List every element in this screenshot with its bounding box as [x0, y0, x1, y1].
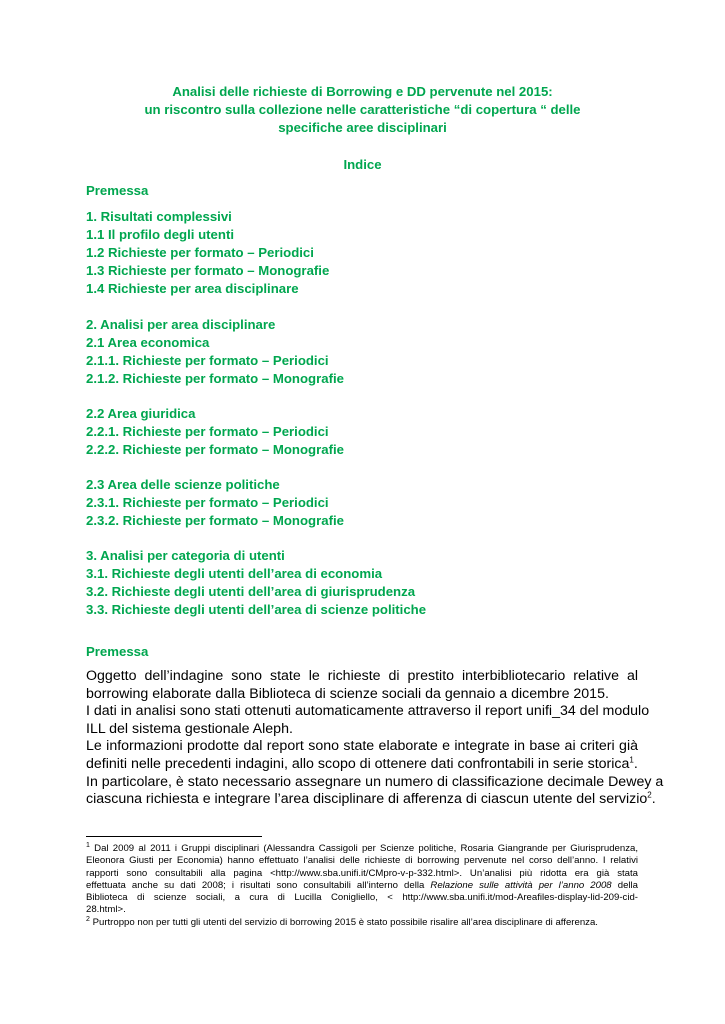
body-line: borrowing elaborate dalla Biblioteca di scienze sociali da gennaio a dicembre 2015. — [86, 685, 609, 702]
title-line-1: Analisi delle richieste di Borrowing e DD pervenute nel 2015: — [172, 84, 553, 99]
toc-item-2: 2. Analisi per area disciplinare — [86, 317, 276, 332]
footnote-1-line: Biblioteca di scienze sociali, a cura di Lucilla Conigliello, < http://www.sba.unifi.it/mod-Areafiles-display-lid-209-cid- — [86, 892, 638, 904]
toc-item-1: 1. Risultati complessivi — [86, 209, 232, 224]
body-line: I dati in analisi sono stati ottenuti automaticamente attraverso il report unifi_34 del modulo — [86, 703, 650, 720]
footnote-separator — [86, 836, 262, 837]
footnote-1-line — [86, 880, 638, 892]
toc-item-2-1: 2.1 Area economica — [86, 335, 210, 350]
body-line: In particolare, è stato necessario assegnare un numero di classificazione decimale Dewey a — [86, 773, 664, 790]
toc-item-2-3: 2.3 Area delle scienze politiche — [86, 477, 280, 492]
toc-item-2-2: 2.2 Area giuridica — [86, 406, 196, 421]
footnote-ref-1: 1 — [629, 755, 634, 765]
footnote-italic-title: Relazione sulle attività per l’anno 2008 — [430, 879, 612, 891]
footnote-1-line: rapporti sono consultabili alla pagina <http://www.sba.unifi.it/CMpro-v-p-332.html>. Un’analisi più ridotta era già stata — [86, 867, 638, 879]
section-heading-premessa: Premessa — [86, 644, 149, 659]
title-line-2: un riscontro sulla collezione nelle caratteristiche “di copertura “ delle — [144, 102, 581, 117]
body-text-fragment: . — [651, 791, 656, 808]
toc-item-1-1: 1.1 Il profilo degli utenti — [86, 227, 234, 242]
body-line — [86, 790, 656, 809]
footnote-text: effettuata anche su dati 2008; i risultati sono consultabili all’interno della — [86, 879, 425, 891]
footnote-1-line: Eleonora Giusti per Economia) hanno effettuato l’analisi delle richieste di borrowing pervenute nel corso dell’anno. I relativi — [86, 855, 638, 867]
footnote-text: Dal 2009 al 2011 i Gruppi disciplinari (Alessandra Cassigoli per Scienze politiche, Rosaria Giangrande per Giurisprudenza, — [94, 843, 639, 854]
index-heading: Indice — [343, 157, 382, 172]
toc-item-3-3: 3.3. Richieste degli utenti dell’area di scienze politiche — [86, 602, 427, 617]
footnote-1-number: 1 — [86, 841, 90, 849]
toc-item-2-1-1: 2.1.1. Richieste per formato – Periodici — [86, 353, 329, 368]
toc-item-3-1: 3.1. Richieste degli utenti dell’area di economia — [86, 566, 383, 581]
body-text-fragment: definiti nelle precedenti indagini, allo scopo di ottenere dati confrontabili in serie storica — [86, 755, 630, 772]
footnote-text: della — [617, 879, 639, 891]
footnote-text: Purtroppo non per tutti gli utenti del servizio di borrowing 2015 è stato possibile risalire all’area disciplinare di afferenza. — [92, 916, 598, 928]
toc-item-2-3-2: 2.3.2. Richieste per formato – Monografie — [86, 513, 344, 528]
title-line-3: specifiche aree disciplinari — [278, 120, 447, 135]
body-line — [86, 756, 638, 774]
toc-item-2-3-1: 2.3.1. Richieste per formato – Periodici — [86, 495, 329, 510]
toc-item-1-4: 1.4 Richieste per area disciplinare — [86, 281, 299, 296]
document-title — [96, 83, 629, 137]
body-line: Le informazioni prodotte dal report sono state elaborate e integrate in base ai criteri già — [86, 738, 638, 755]
footnotes — [86, 843, 638, 929]
premessa-body — [86, 668, 664, 809]
footnote-1-line: 28.html>. — [86, 904, 126, 916]
toc-item-2-1-2: 2.1.2. Richieste per formato – Monografie — [86, 371, 344, 386]
toc-item-3: 3. Analisi per categoria di utenti — [86, 548, 285, 563]
toc-item-3-2: 3.2. Richieste degli utenti dell’area di giurisprudenza — [86, 584, 416, 599]
footnote-2-line — [86, 917, 638, 929]
body-text-fragment: . — [633, 755, 638, 772]
toc-item-2-2-1: 2.2.1. Richieste per formato – Periodici — [86, 424, 329, 439]
body-text-fragment: ciascuna richiesta e integrare l’area disciplinare di afferenza di ciascun utente del servizio — [86, 791, 648, 808]
footnote-2-number: 2 — [86, 915, 90, 923]
toc-item-2-2-2: 2.2.2. Richieste per formato – Monografie — [86, 442, 344, 457]
body-line: ILL del sistema gestionale Aleph. — [86, 720, 293, 737]
footnote-1-line — [86, 843, 638, 855]
body-line: Oggetto dell’indagine sono state le richieste di prestito interbibliotecario relative al — [86, 668, 638, 684]
toc-item-1-2: 1.2 Richieste per formato – Periodici — [86, 245, 314, 260]
toc-item-1-3: 1.3 Richieste per formato – Monografie — [86, 263, 330, 278]
footnote-ref-2: 2 — [647, 790, 652, 800]
toc-premessa: Premessa — [86, 183, 149, 198]
